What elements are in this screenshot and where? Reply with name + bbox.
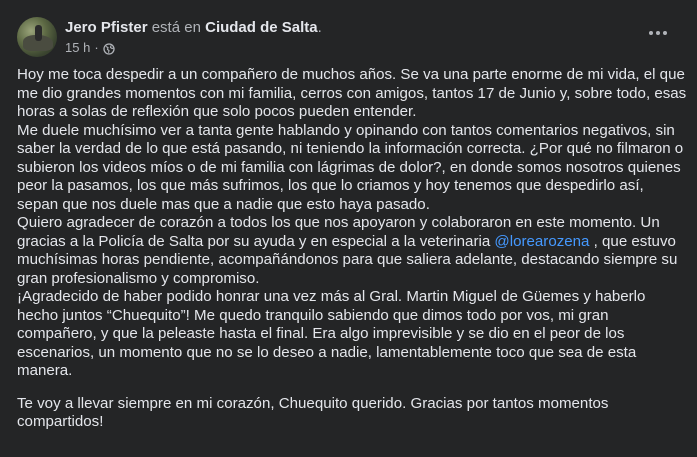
- separator-dot: ·: [94, 40, 99, 55]
- paragraph-2: Me duele muchísimo ver a tanta gente hablando y opinando con tantos comentarios negativos, sin saber la verdad de lo que está pasando, ni teniendo la información correcta. ¿Por qué no filmaron o subieron los videos míos o de mi familia con lágrimas de dolor?, en donde somos nosotros quienes peor la pasamos, los que más sufrimos, los que lo criamos y hoy tenemos que despedirlo así, sepan que nos duele mas que a nadie que esto haya pasado.: [17, 121, 684, 213]
- paragraph-3-text-before: Quiero agradecer de corazón a todos los que nos apoyaron y colaboraron en este momento. Un gracias a la Policía de Salta por su ayuda y en especial a la veterinaria: [17, 214, 660, 250]
- post-body: [17, 66, 687, 432]
- location-link[interactable]: Ciudad de Salta: [205, 19, 318, 36]
- mention-link[interactable]: @lorearozena: [494, 232, 590, 250]
- paragraph-5: Te voy a llevar siempre en mi corazón, Chuequito querido. Gracias por tantos momentos compartidos!: [17, 394, 609, 430]
- place-suffix: .: [317, 19, 322, 36]
- avatar-figure: [35, 25, 42, 41]
- post-timestamp-line: [65, 39, 322, 56]
- post-header: [17, 14, 681, 58]
- more-options-button[interactable]: [645, 20, 671, 46]
- avatar[interactable]: [17, 17, 57, 57]
- paragraph-3-text-after: , que estuvo muchísimas horas pendiente, acompañándonos para que saliera adelante, destacando siempre su gran profesionalismo y compromiso.: [17, 232, 678, 287]
- more-options-icon: [649, 31, 667, 35]
- paragraph-1: Hoy me toca despedir a un compañero de muchos años. Se va una parte enorme de mi vida, el que me dio grandes momentos con mi familia, cerros con amigos, tantos 17 de Junio y, sobre todo, esas horas a solas de reflexión que solo pocos pueden entender.: [17, 66, 687, 120]
- globe-icon[interactable]: [103, 42, 115, 54]
- at-text: está en: [151, 19, 201, 36]
- post-time[interactable]: 15 h: [65, 40, 91, 55]
- author-name[interactable]: Jero Pfister: [65, 19, 148, 36]
- paragraph-4: ¡Agradecido de haber podido honrar una vez más al Gral. Martin Miguel de Güemes y haberlo hecho juntos “Chuequito”! Me quedo tranquilo sabiendo que dimos todo por vos, mi gran compañero, y que la peleaste hasta el final. Era algo imprevisible y se dio en el peor de los escenarios, un momento que no se lo deseo a nadie, lamentablemente toco que sea de esta manera.: [17, 288, 646, 379]
- post-author-line: [65, 18, 322, 37]
- post-meta: [65, 18, 322, 56]
- paragraph-3: [17, 214, 687, 288]
